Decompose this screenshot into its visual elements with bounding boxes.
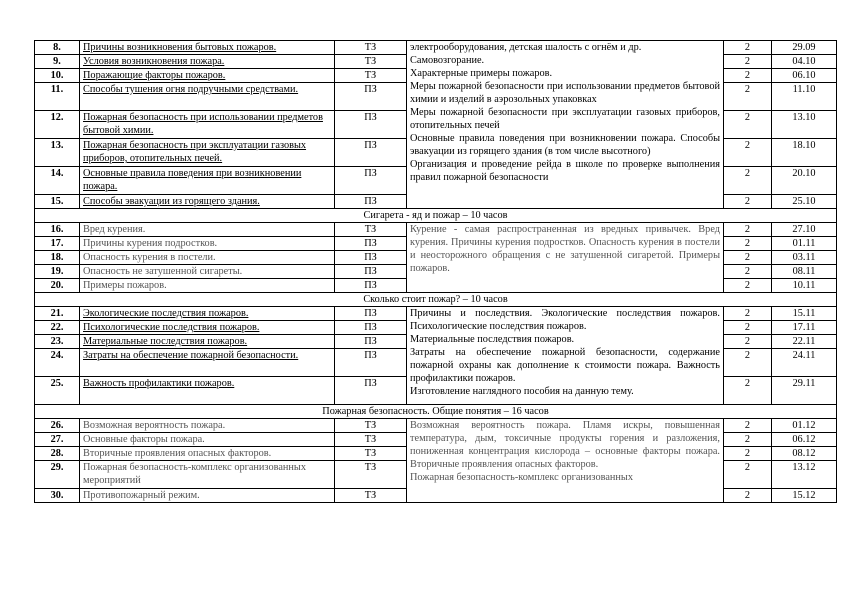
- lesson-topic: Условия возникновения пожара.: [80, 55, 335, 69]
- description-paragraph: Возможная вероятность пожара. Пламя искры, повышенная температура, дым, токсичные продукты горения и разложения, пониженная концентрация кислорода – основные факторы пожара. Вторичные проявления опасных факторов.: [410, 420, 720, 470]
- lesson-hours: 2: [724, 167, 772, 195]
- table-row: [35, 307, 837, 321]
- lesson-number: 28.: [35, 447, 80, 461]
- lesson-number: 19.: [35, 265, 80, 279]
- lesson-type: ТЗ: [335, 55, 407, 69]
- lesson-date: 24.11: [772, 349, 837, 377]
- lesson-type: ТЗ: [335, 489, 407, 503]
- lesson-type: ПЗ: [335, 195, 407, 209]
- lesson-date: 17.11: [772, 321, 837, 335]
- section-title: Сколько стоит пожар? – 10 часов: [35, 293, 837, 307]
- lesson-number: 29.: [35, 461, 80, 489]
- lesson-description: [407, 41, 724, 209]
- lesson-topic: Основные факторы пожара.: [80, 433, 335, 447]
- description-paragraph: Организация и проведение рейда в школе по проверке выполнения правил пожарной безопасности: [410, 159, 720, 183]
- description-paragraph: Меры пожарной безопасности при использовании предметов бытовой химии и изделий в аэрозольных упаковках: [410, 81, 720, 105]
- lesson-type: ПЗ: [335, 251, 407, 265]
- lesson-topic: Примеры пожаров.: [80, 279, 335, 293]
- lesson-hours: 2: [724, 489, 772, 503]
- description-paragraph: Основные правила поведения при возникновении пожара. Способы эвакуации из горящего здания (в том числе высотного): [410, 133, 720, 157]
- lesson-type: ПЗ: [335, 307, 407, 321]
- lesson-date: 08.12: [772, 447, 837, 461]
- lesson-number: 30.: [35, 489, 80, 503]
- description-paragraph: Курение - самая распространенная из вредных привычек. Вред курения. Причины курения подростков. Опасность курения в постели и неосторожного обращения с не затушенной сигаретой. Примеры пожаров.: [410, 224, 720, 274]
- lesson-number: 16.: [35, 223, 80, 237]
- lesson-hours: 2: [724, 251, 772, 265]
- lesson-hours: 2: [724, 41, 772, 55]
- lesson-date: 01.12: [772, 419, 837, 433]
- lesson-type: ПЗ: [335, 265, 407, 279]
- lesson-type: ПЗ: [335, 321, 407, 335]
- lesson-type: ПЗ: [335, 377, 407, 405]
- lesson-hours: 2: [724, 69, 772, 83]
- lesson-hours: 2: [724, 237, 772, 251]
- lesson-hours: 2: [724, 307, 772, 321]
- lesson-type: ПЗ: [335, 335, 407, 349]
- section-header-row: [35, 405, 837, 419]
- lesson-hours: 2: [724, 223, 772, 237]
- section-title: Сигарета - яд и пожар – 10 часов: [35, 209, 837, 223]
- description-paragraph: Изготовление наглядного пособия на данную тему.: [410, 386, 634, 397]
- lesson-hours: 2: [724, 111, 772, 139]
- lesson-date: 15.11: [772, 307, 837, 321]
- lesson-topic: Пожарная безопасность при эксплуатации газовых приборов, отопительных печей.: [80, 139, 335, 167]
- lesson-date: 11.10: [772, 83, 837, 111]
- lesson-hours: 2: [724, 349, 772, 377]
- table-row: [35, 223, 837, 237]
- lesson-topic: Опасность не затушенной сигареты.: [80, 265, 335, 279]
- lesson-hours: 2: [724, 321, 772, 335]
- lesson-topic: Психологические последствия пожаров.: [80, 321, 335, 335]
- lesson-date: 15.12: [772, 489, 837, 503]
- lesson-number: 15.: [35, 195, 80, 209]
- lesson-topic: Причины возникновения бытовых пожаров.: [80, 41, 335, 55]
- lesson-hours: 2: [724, 279, 772, 293]
- lesson-hours: 2: [724, 377, 772, 405]
- lesson-hours: 2: [724, 83, 772, 111]
- lesson-description: [407, 419, 724, 503]
- lesson-topic: Вред курения.: [80, 223, 335, 237]
- lesson-number: 11.: [35, 83, 80, 111]
- lesson-topic: Материальные последствия пожаров.: [80, 335, 335, 349]
- lesson-topic: Пожарная безопасность-комплекс организованных мероприятий: [80, 461, 335, 489]
- lesson-number: 17.: [35, 237, 80, 251]
- lesson-topic: Основные правила поведения при возникновении пожара.: [80, 167, 335, 195]
- description-paragraph: Затраты на обеспечение пожарной безопасности, содержание пожарной охраны как дополнение к стоимости пожара. Важность профилактики пожаров.: [410, 347, 720, 384]
- lesson-topic: Вторичные проявления опасных факторов.: [80, 447, 335, 461]
- lesson-topic: Возможная вероятность пожара.: [80, 419, 335, 433]
- lesson-topic: Экологические последствия пожаров.: [80, 307, 335, 321]
- lesson-hours: 2: [724, 265, 772, 279]
- description-paragraph: Меры пожарной безопасности при эксплуатации газовых приборов, отопительных печей: [410, 107, 720, 131]
- lesson-date: 27.10: [772, 223, 837, 237]
- lesson-number: 10.: [35, 69, 80, 83]
- lesson-number: 14.: [35, 167, 80, 195]
- lesson-description: [407, 307, 724, 405]
- lesson-topic: Опасность курения в постели.: [80, 251, 335, 265]
- table-row: [35, 419, 837, 433]
- lesson-type: ПЗ: [335, 237, 407, 251]
- lesson-topic: Поражающие факторы пожаров.: [80, 69, 335, 83]
- lesson-date: 08.11: [772, 265, 837, 279]
- description-paragraph: электрооборудования, детская шалость с огнём и др.: [410, 42, 642, 53]
- lesson-date: 22.11: [772, 335, 837, 349]
- lesson-number: 18.: [35, 251, 80, 265]
- description-paragraph: Материальные последствия пожаров.: [410, 334, 575, 345]
- lesson-type: ТЗ: [335, 69, 407, 83]
- lesson-date: 20.10: [772, 167, 837, 195]
- description-paragraph: Причины и последствия. Экологические последствия пожаров. Психологические последствия пожаров.: [410, 308, 720, 332]
- lesson-type: ПЗ: [335, 111, 407, 139]
- lesson-date: 01.11: [772, 237, 837, 251]
- lesson-hours: 2: [724, 447, 772, 461]
- lesson-hours: 2: [724, 461, 772, 489]
- lesson-type: ТЗ: [335, 447, 407, 461]
- lesson-topic: Способы эвакуации из горящего здания.: [80, 195, 335, 209]
- lesson-type: ТЗ: [335, 41, 407, 55]
- lesson-number: 9.: [35, 55, 80, 69]
- section-header-row: [35, 209, 837, 223]
- curriculum-table: [34, 40, 837, 503]
- lesson-type: ПЗ: [335, 83, 407, 111]
- lesson-topic: Причины курения подростков.: [80, 237, 335, 251]
- lesson-date: 13.10: [772, 111, 837, 139]
- lesson-topic: Затраты на обеспечение пожарной безопасности.: [80, 349, 335, 377]
- lesson-hours: 2: [724, 335, 772, 349]
- lesson-number: 22.: [35, 321, 80, 335]
- section-title: Пожарная безопасность. Общие понятия – 16 часов: [35, 405, 837, 419]
- lesson-description: [407, 223, 724, 293]
- lesson-type: ПЗ: [335, 167, 407, 195]
- lesson-date: 29.09: [772, 41, 837, 55]
- lesson-type: ПЗ: [335, 279, 407, 293]
- lesson-hours: 2: [724, 195, 772, 209]
- description-paragraph: Самовозгорание.: [410, 55, 485, 66]
- lesson-type: ТЗ: [335, 223, 407, 237]
- lesson-date: 03.11: [772, 251, 837, 265]
- lesson-topic: Способы тушения огня подручными средствами.: [80, 83, 335, 111]
- description-paragraph: Пожарная безопасность-комплекс организованных: [410, 472, 633, 483]
- lesson-topic: Пожарная безопасность при использовании предметов бытовой химии.: [80, 111, 335, 139]
- lesson-type: ПЗ: [335, 139, 407, 167]
- lesson-hours: 2: [724, 419, 772, 433]
- lesson-number: 26.: [35, 419, 80, 433]
- lesson-number: 12.: [35, 111, 80, 139]
- lesson-hours: 2: [724, 55, 772, 69]
- lesson-topic: Противопожарный режим.: [80, 489, 335, 503]
- lesson-topic: Важность профилактики пожаров.: [80, 377, 335, 405]
- lesson-date: 06.12: [772, 433, 837, 447]
- lesson-number: 27.: [35, 433, 80, 447]
- lesson-number: 25.: [35, 377, 80, 405]
- lesson-number: 21.: [35, 307, 80, 321]
- lesson-number: 24.: [35, 349, 80, 377]
- lesson-hours: 2: [724, 433, 772, 447]
- lesson-type: ТЗ: [335, 433, 407, 447]
- lesson-number: 20.: [35, 279, 80, 293]
- table-row: [35, 41, 837, 55]
- section-header-row: [35, 293, 837, 307]
- lesson-date: 25.10: [772, 195, 837, 209]
- lesson-date: 29.11: [772, 377, 837, 405]
- lesson-date: 10.11: [772, 279, 837, 293]
- lesson-date: 18.10: [772, 139, 837, 167]
- lesson-date: 06.10: [772, 69, 837, 83]
- lesson-number: 8.: [35, 41, 80, 55]
- lesson-type: ТЗ: [335, 461, 407, 489]
- description-paragraph: Характерные примеры пожаров.: [410, 68, 553, 79]
- lesson-date: 04.10: [772, 55, 837, 69]
- lesson-number: 13.: [35, 139, 80, 167]
- lesson-number: 23.: [35, 335, 80, 349]
- lesson-type: ТЗ: [335, 419, 407, 433]
- lesson-type: ПЗ: [335, 349, 407, 377]
- lesson-hours: 2: [724, 139, 772, 167]
- lesson-date: 13.12: [772, 461, 837, 489]
